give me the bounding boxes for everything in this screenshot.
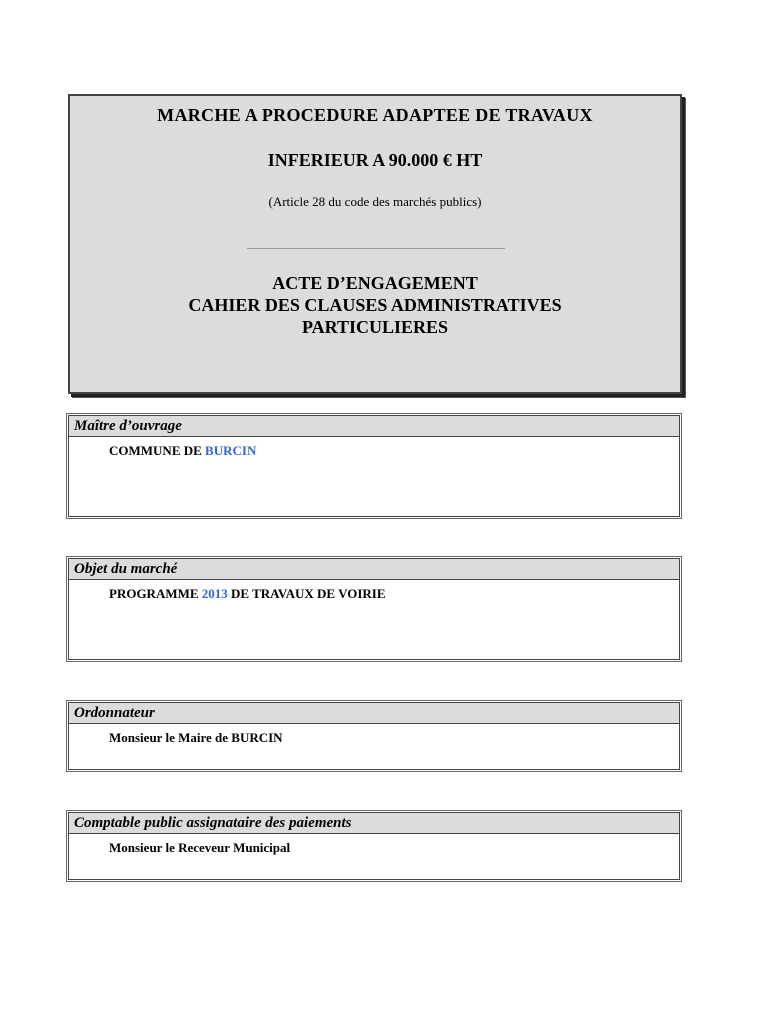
objet-marche-value	[69, 580, 679, 602]
ordonnateur-value: Monsieur le Maire de BURCIN	[109, 730, 283, 745]
heading-line-1: ACTE D’ENGAGEMENT	[272, 273, 478, 293]
title-panel	[68, 94, 682, 394]
maitre-ouvrage-value	[69, 437, 679, 459]
objet-marche-label: Objet du marché	[69, 559, 679, 580]
commune-name: BURCIN	[205, 443, 257, 458]
programme-suffix: DE TRAVAUX DE VOIRIE	[231, 586, 386, 601]
ordonnateur-box	[68, 702, 680, 770]
heading-line-2: CAHIER DES CLAUSES ADMINISTRATIVES	[188, 295, 562, 315]
programme-prefix: PROGRAMME	[109, 586, 199, 601]
objet-marche-box	[68, 558, 680, 660]
heading-line-3: PARTICULIERES	[301, 317, 449, 337]
comptable-value: Monsieur le Receveur Municipal	[109, 840, 291, 855]
maitre-ouvrage-box	[68, 415, 680, 517]
programme-year: 2013	[201, 586, 228, 601]
divider	[247, 248, 505, 249]
commune-prefix: COMMUNE DE	[109, 443, 202, 458]
procedure-title: MARCHE A PROCEDURE ADAPTEE DE TRAVAUX	[157, 105, 593, 125]
ordonnateur-label: Ordonnateur	[69, 703, 679, 724]
comptable-label: Comptable public assignataire des paiements	[69, 813, 679, 834]
article-reference: (Article 28 du code des marchés publics)	[268, 194, 482, 209]
threshold-title: INFERIEUR A 90.000 € HT	[267, 150, 483, 170]
document-heading	[70, 272, 680, 338]
comptable-box	[68, 812, 680, 880]
maitre-ouvrage-label: Maître d’ouvrage	[69, 416, 679, 437]
